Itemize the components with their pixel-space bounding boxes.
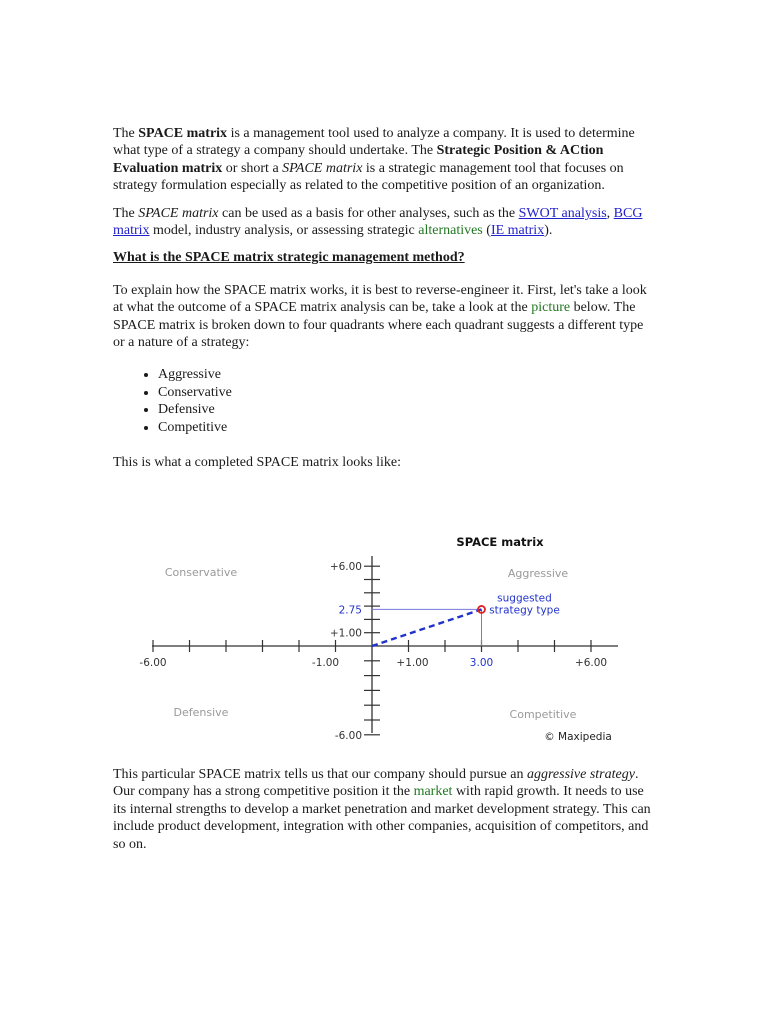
space-matrix-svg [130,528,630,750]
section-heading: What is the SPACE matrix strategic management method? [113,250,465,266]
x-tick-label: +1.00 [396,657,429,669]
y-tick-label: +1.00 [329,627,362,640]
explain-paragraph: To explain how the SPACE matrix works, it is best to reverse-engineer it. First, let's take a look at what the outcome of a SPACE matrix analysis can be, take a look at the picture below. The SPACE matrix is broken down to four quadrants where each quadrant suggests a different type or a nature of a strategy: [113,282,647,351]
picture-term[interactable]: picture [531,300,571,316]
ie-matrix-link[interactable]: IE matrix [490,223,545,239]
conclusion-block [113,766,658,853]
conclusion-paragraph: This particular SPACE matrix tells us that our company should pursue an aggressive strategy. Our company has a strong competitive position it the market with rapid growth. It needs to use its internal strengths to develop a market penetration and market development strategy. This can include product development, integration with other companies, acquisition of competitors, and so on. [113,767,651,852]
y-tick-label: -6.00 [334,729,362,742]
y-tick-label: +6.00 [329,561,362,574]
analyses-paragraph: The SPACE matrix can be used as a basis for other analyses, such as the SWOT analysis, BCG matrix model, industry analysis, or assessing strategic alternatives (IE matrix). [113,205,643,239]
strategy-vector [372,609,482,646]
x-tick-label: -6.00 [139,657,167,669]
alternatives-term[interactable]: alternatives [418,223,483,239]
swot-analysis-link[interactable]: SWOT analysis [518,205,607,221]
x-tick-label: -1.00 [311,657,340,669]
chart-title: SPACE matrix [456,535,544,549]
quadrant-label-defensive: Defensive [173,706,229,719]
point-label-line1: suggested [497,592,552,605]
quadrant-label-competitive: Competitive [509,708,577,721]
list-item: • Defensive [158,401,658,418]
bcg-matrix-link[interactable]: BCG matrix [113,205,643,239]
list-item: • Competitive [158,419,658,436]
quadrant-list [113,366,658,436]
document-body [113,125,658,472]
quadrant-label-conservative: Conservative [164,566,238,579]
x-tick-label: 3.00 [469,657,494,669]
quadrant-label-aggressive: Aggressive [507,567,569,580]
y-tick-label: 2.75 [338,604,362,617]
list-item: • Conservative [158,384,658,401]
copyright-note: © Maxipedia [544,731,612,743]
x-tick-label: +6.00 [574,657,608,669]
intro-paragraph: The SPACE matrix is a management tool used to analyze a company. It is used to determine what type of a strategy a company should undertake. The Strategic Position & ACtion Evaluation matrix or short a SPACE matrix is a strategic management tool that focuses on strategy formulation especially as related to the competitive position of an organization. [113,126,635,194]
space-matrix-chart [130,528,630,750]
point-label-line2: strategy type [489,604,560,617]
market-term[interactable]: market [413,784,453,800]
completed-matrix-caption: This is what a completed SPACE matrix looks like: [113,455,402,471]
list-item: • Aggressive [158,366,658,383]
